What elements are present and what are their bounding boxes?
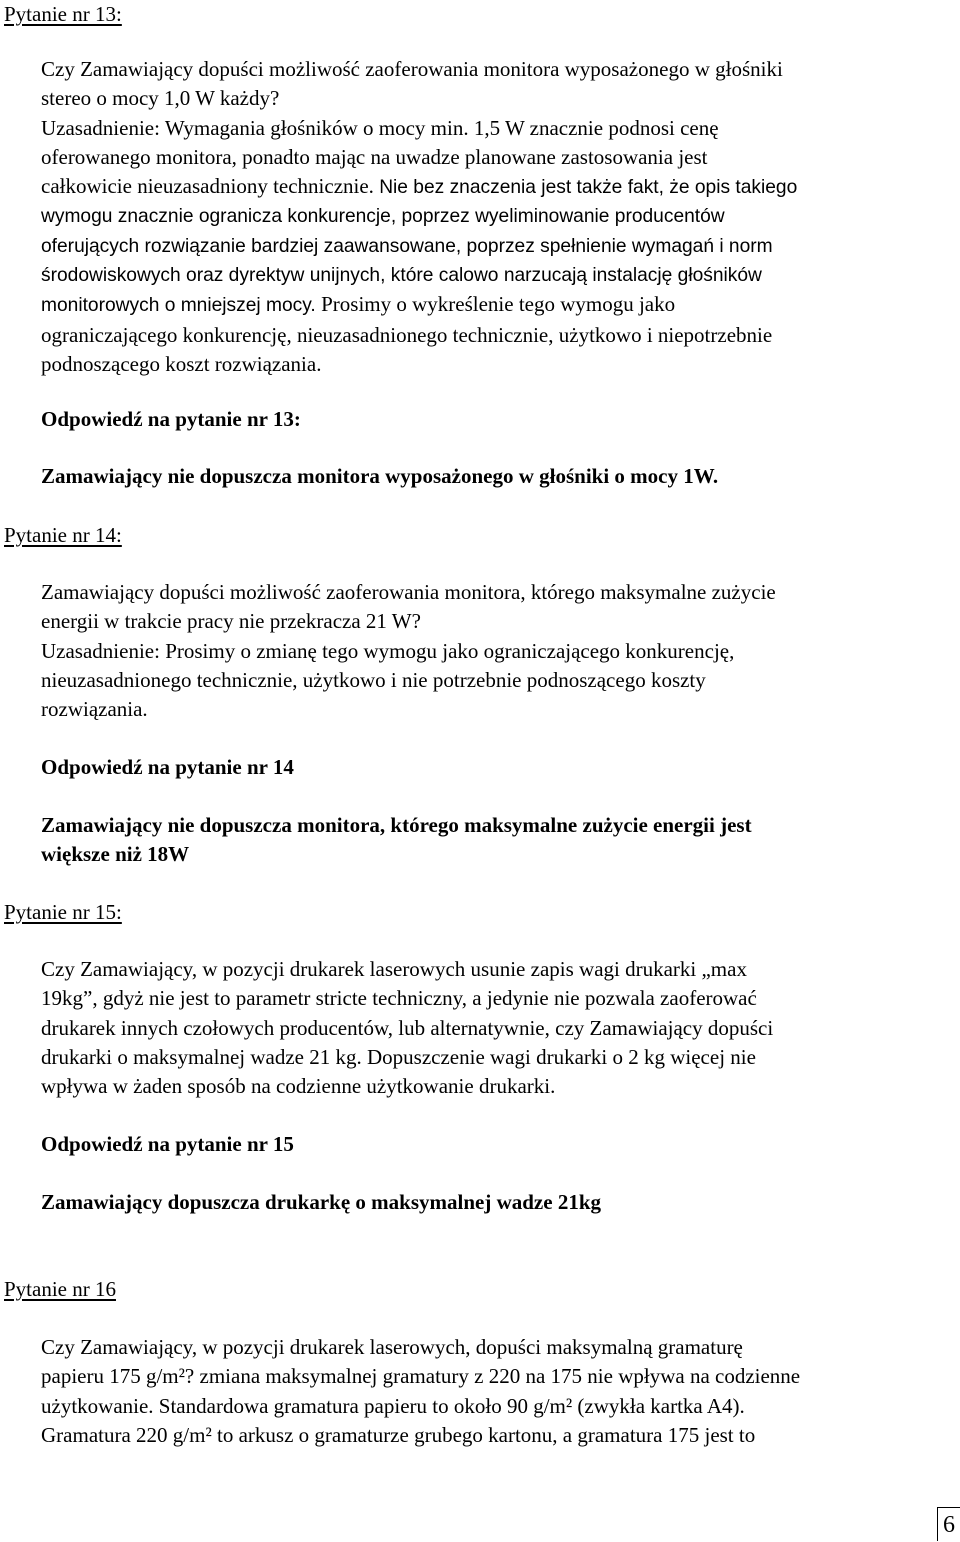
text-line: 19kg”, gdyż nie jest to parametr stricte techniczny, a jedynie nie pozwala zaoferować — [41, 986, 757, 1011]
text-line: Uzasadnienie: Wymagania głośników o mocy min. 1,5 W znacznie podnosi cenę — [41, 115, 719, 140]
answer-13-text: Zamawiający nie dopuszcza monitora wyposażonego w głośniki o mocy 1W. — [41, 464, 719, 488]
text-line: wymogu znacznie ogranicza konkurencje, poprzez wyeliminowanie producentów — [41, 206, 725, 228]
text-segment: całkowicie nieuzasadniony technicznie. — [41, 174, 380, 199]
text-line: Gramatura 220 g/m² to arkusz o gramaturze grubego kartonu, a gramatura 175 jest to — [41, 1422, 756, 1447]
text-line: oferujących rozwiązanie bardziej zaawansowane, poprzez spełnienie wymagań i norm — [41, 235, 773, 257]
text-line: ograniczającego konkurencję, nieuzasadnionego technicznie, użytkowo i niepotrzebnie — [41, 322, 773, 347]
question-16-body — [41, 1333, 957, 1450]
text-line: Zamawiający dopuści możliwość zaoferowania monitora, którego maksymalne zużycie — [41, 580, 776, 604]
page-number: 6 — [937, 1507, 960, 1541]
text-segment: Nie bez znaczenia jest także fakt, że opis takiego — [379, 177, 798, 199]
text-line — [41, 172, 957, 202]
text-line: nieuzasadnionego technicznie, użytkowo i nie potrzebnie podnoszącego koszty — [41, 667, 706, 692]
text-line: drukarek innych czołowych producentów, lub alternatywnie, czy Zamawiający dopuści — [41, 1015, 774, 1040]
text-line: oferowanego monitora, ponadto mając na uwadze planowane zastosowania jest — [41, 144, 708, 169]
question-14-heading: Pytanie nr 14: — [4, 523, 122, 547]
question-15-heading: Pytanie nr 15: — [4, 900, 122, 924]
text-line: papieru 175 g/m²? zmiana maksymalnej gramatury z 220 na 175 nie wpływa na codzienne — [41, 1364, 801, 1389]
text-line: energii w trakcie pracy nie przekracza 21 W? — [41, 609, 421, 634]
text-line: użytkowanie. Standardowa gramatura papieru to około 90 g/m² (zwykła kartka A4). — [41, 1393, 745, 1418]
text-line: wpływa w żaden sposób na codzienne użytkowanie drukarki. — [41, 1074, 556, 1099]
answer-13-heading: Odpowiedź na pytanie nr 13: — [41, 407, 301, 431]
question-13-body — [41, 55, 957, 379]
text-line — [41, 290, 957, 320]
text-line: większe niż 18W — [41, 842, 190, 867]
text-line: Zamawiający nie dopuszcza monitora, którego maksymalne zużycie energii jest — [41, 813, 752, 837]
text-line: środowiskowych oraz dyrektyw unijnych, które calowo narzucają instalację głośników — [41, 265, 762, 287]
text-line: drukarki o maksymalnej wadze 21 kg. Dopuszczenie wagi drukarki o 2 kg więcej nie — [41, 1044, 756, 1069]
text-line: stereo o mocy 1,0 W każdy? — [41, 86, 280, 111]
question-15-body — [41, 955, 957, 1101]
question-16-heading: Pytanie nr 16 — [4, 1277, 116, 1301]
text-line: Czy Zamawiający, w pozycji drukarek laserowych usunie zapis wagi drukarki „max — [41, 957, 747, 981]
text-segment: Prosimy o wykreślenie tego wymogu jako — [321, 292, 676, 317]
question-14-body — [41, 578, 957, 724]
text-line: Czy Zamawiający, w pozycji drukarek laserowych, dopuści maksymalną gramaturę — [41, 1335, 743, 1359]
text-line: rozwiązania. — [41, 697, 148, 722]
text-segment: monitorowych o mniejszej mocy. — [41, 295, 322, 317]
answer-14-heading: Odpowiedź na pytanie nr 14 — [41, 755, 294, 779]
text-line: podnoszącego koszt rozwiązania. — [41, 351, 322, 376]
text-line: Uzasadnienie: Prosimy o zmianę tego wymogu jako ograniczającego konkurencję, — [41, 638, 735, 663]
question-13-heading: Pytanie nr 13: — [4, 2, 122, 26]
text-line: Czy Zamawiający dopuści możliwość zaoferowania monitora wyposażonego w głośniki — [41, 57, 783, 81]
answer-14-text — [41, 811, 957, 870]
answer-15-text: Zamawiający dopuszcza drukarkę o maksymalnej wadze 21kg — [41, 1190, 601, 1214]
answer-15-heading: Odpowiedź na pytanie nr 15 — [41, 1132, 294, 1156]
